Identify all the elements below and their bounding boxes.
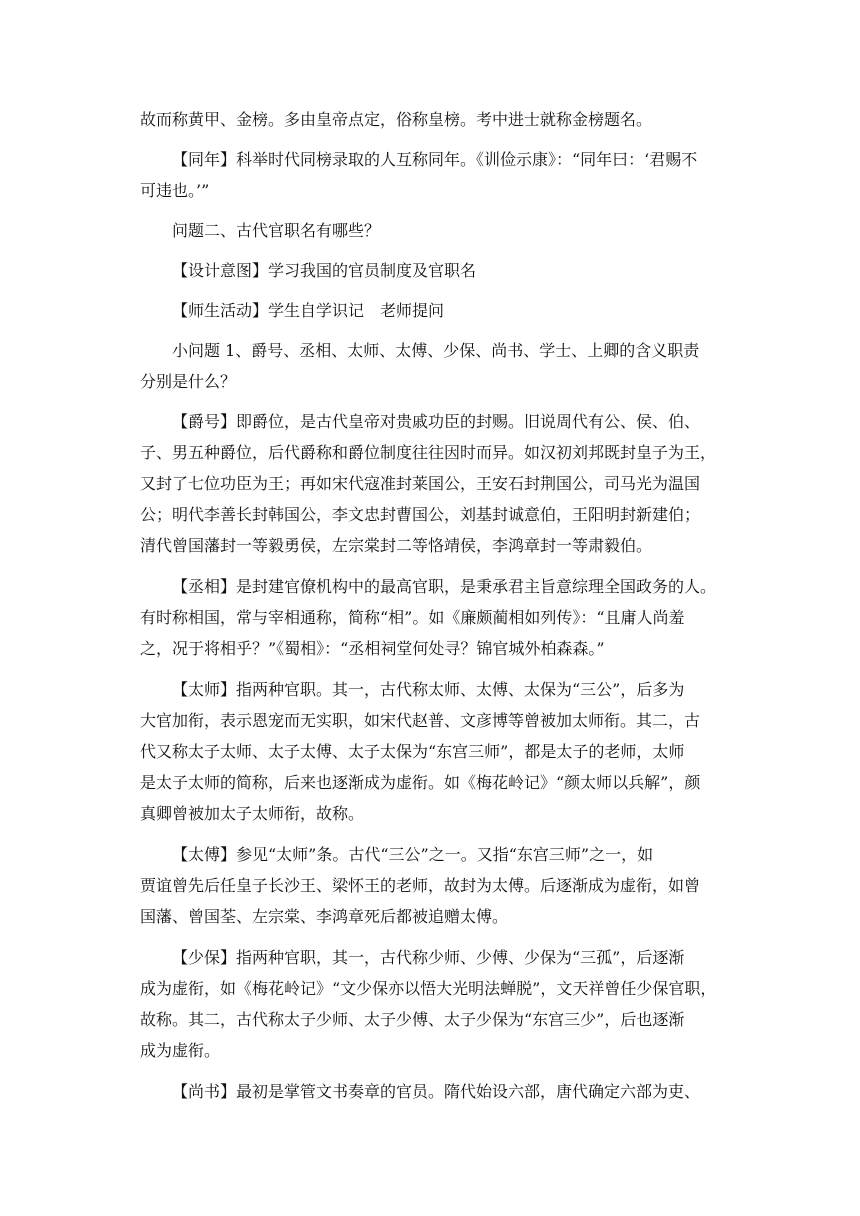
text-line: 分别是什么？ [140, 372, 237, 391]
text-line: 【丞相】是封建官僚机构中的最高官职，是秉承君主旨意综理全国政务的人。 [172, 577, 717, 596]
text-line: 【少保】指两种官职，其一，古代称少师、少傅、少保为“三孤”，后逐渐 [172, 948, 685, 967]
text-line: 子、男五种爵位，后代爵称和爵位制度往往因时而异。如汉初刘邦既封皇子为王， [140, 443, 717, 462]
text-line: 【太傅】参见“太师”条。古代“三公”之一。又指“东宫三师”之一，如 [172, 845, 654, 864]
text-line: 是太子太师的简称，后来也逐渐成为虚衔。如《梅花岭记》“颜太师以兵解”，颜 [140, 773, 701, 792]
paragraph [140, 942, 740, 1066]
text-line: 成为虚衔，如《梅花岭记》“文少保亦以悟大光明法蝉脱”，文天祥曾任少保官职， [140, 979, 717, 998]
text-line: 公；明代李善长封韩国公，李文忠封曹国公，刘基封诚意伯，王阳明封新建伯； [140, 505, 701, 524]
text-line: 贾谊曾先后任皇子长沙王、梁怀王的老师，故封为太傅。后逐渐成为虚衔，如曾 [140, 876, 701, 895]
text-line: 【爵号】即爵位，是古代皇帝对贵戚功臣的封赐。旧说周代有公、侯、伯、 [172, 412, 701, 431]
text-line: 【尚书】最初是掌管文书奏章的官员。隋代始设六部，唐代确定六部为吏、 [172, 1082, 701, 1101]
document-body [140, 104, 740, 1107]
text-line: 【太师】指两种官职。其一，古代称太师、太傅、太保为“三公”，后多为 [172, 680, 685, 699]
text-line: 故而称黄甲、金榜。多由皇帝点定，俗称皇榜。考中进士就称金榜题名。 [140, 110, 653, 129]
paragraph [140, 255, 740, 286]
paragraph [140, 104, 740, 135]
text-line: 又封了七位功臣为王；再如宋代寇准封莱国公，王安石封荆国公，司马光为温国 [140, 474, 701, 493]
text-line: 有时称相国，常与宰相通称，简称“相”。如《廉颇蔺相如列传》：“且庸人尚羞 [140, 608, 685, 627]
text-line: 国藩、曾国荃、左宗棠、李鸿章死后都被追赠太傅。 [140, 907, 509, 926]
paragraph [140, 144, 740, 206]
text-line: 【设计意图】学习我国的官员制度及官职名 [172, 261, 477, 280]
paragraph [140, 215, 740, 246]
text-line: 小问题 1、爵号、丞相、太师、太傅、少保、尚书、学士、上卿的含义职责 [172, 341, 700, 360]
text-line: 【同年】科举时代同榜录取的人互称同年。《训俭示康》：“同年曰：‘君赐不 [172, 150, 698, 169]
text-line: 之，况于将相乎？”《蜀相》：“丞相祠堂何处寻？锦官城外柏森森。” [140, 639, 605, 658]
text-line: 清代曾国藩封一等毅勇侯，左宗棠封二等恪靖侯，李鸿章封一等肃毅伯。 [140, 536, 653, 555]
text-line: 可违也。’” [140, 181, 210, 200]
text-line: 代又称太子太师、太子太傅、太子太保为“东宫三师”，都是太子的老师，太师 [140, 742, 685, 761]
paragraph [140, 406, 740, 561]
text-line: 真卿曾被加太子太师衔，故称。 [140, 804, 365, 823]
paragraph [140, 674, 740, 829]
text-line: 故称。其二，古代称太子少师、太子少傅、太子少保为“东宫三少”，后也逐渐 [140, 1010, 685, 1029]
text-line: 【师生活动】学生自学识记 老师提问 [172, 301, 445, 320]
paragraph [140, 571, 740, 664]
text-line: 问题二、古代官职名有哪些？ [172, 221, 381, 240]
paragraph [140, 295, 740, 326]
text-line: 大官加衔，表示恩宠而无实职，如宋代赵普、文彦博等曾被加太师衔。其二，古 [140, 711, 701, 730]
paragraph [140, 839, 740, 932]
paragraph [140, 1076, 740, 1107]
text-line: 成为虚衔。 [140, 1041, 221, 1060]
paragraph [140, 335, 740, 397]
